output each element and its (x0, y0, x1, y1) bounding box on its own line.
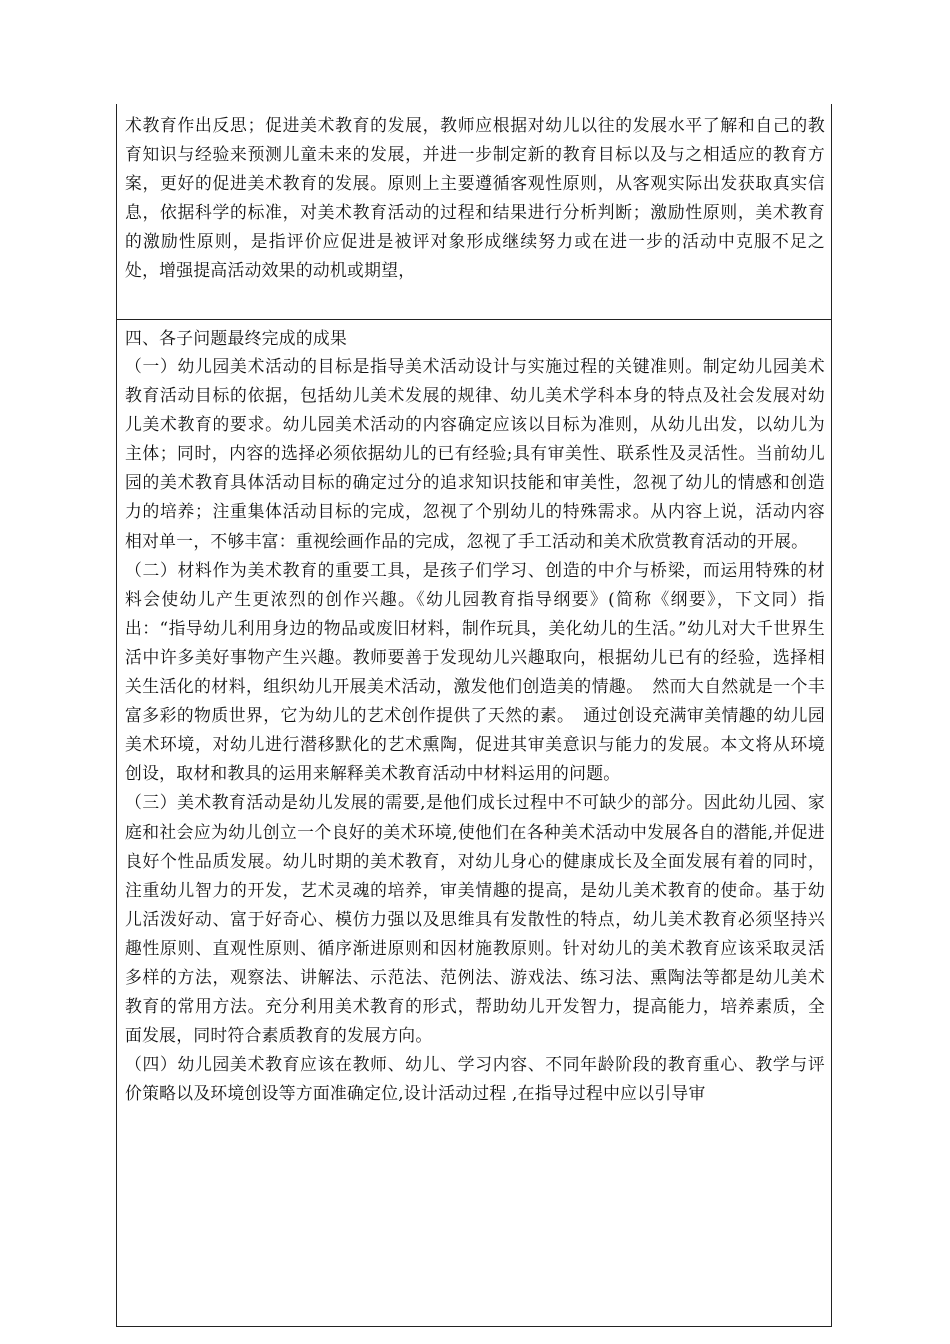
result-paragraph-3: （三）美术教育活动是幼儿发展的需要,是他们成长过程中不可缺少的部分。因此幼儿园、家庭和社会应为幼儿创立一个良好的美术环境,使他们在各种美术活动中发展各自的潜能,并促进良好个性品质发展。幼儿时期的美术教育，对幼儿身心的健康成长及全面发展有着的同时，注重幼儿智力的开发，艺术灵魂的培养，审美情趣的提高，是幼儿美术教育的使命。基于幼儿活泼好动、富于好奇心、模仿力强以及思维具有发散性的特点，幼儿美术教育必须坚持兴趣性原则、直观性原则、循序渐进原则和因材施教原则。针对幼儿的美术教育应该采取灵活多样的方法，观察法、讲解法、示范法、范例法、游戏法、练习法、熏陶法等都是幼儿美术教育的常用方法。充分利用美术教育的形式，帮助幼儿开发智力，提高能力，培养素质，全面发展，同时符合素质教育的发展方向。 (125, 792, 825, 1046)
reflection-cell (117, 104, 831, 320)
results-cell (117, 320, 831, 1327)
result-paragraph-2: （二）材料作为美术教育的重要工具，是孩子们学习、创造的中介与桥梁，而运用特殊的材料会使幼儿产生更浓烈的创作兴趣。《幼儿园教育指导纲要》(简称《纲要》，下文同）指出：“指导幼儿利用身边的物品或废旧材料，制作玩具，美化幼儿的生活。”幼儿对大千世界生活中许多美好事物产生兴趣。教师要善于发现幼儿兴趣取向，根据幼儿已有的经验，选择相关生活化的材料，组织幼儿开展美术活动，激发他们创造美的情趣。 然而大自然就是一个丰富多彩的物质世界，它为幼儿的艺术创作提供了天然的素。 通过创设充满审美情趣的幼儿园美术环境，对幼儿进行潜移默化的艺术熏陶，促进其审美意识与能力的发展。本文将从环境创设，取材和教具的运用来解释美术教育活动中材料运用的问题。 (125, 559, 825, 784)
report-table (116, 104, 832, 1327)
section-heading: 四、各子问题最终完成的成果 (125, 328, 348, 348)
result-paragraph-1: （一）幼儿园美术活动的目标是指导美术活动设计与实施过程的关键准则。制定幼儿园美术教育活动目标的依据，包括幼儿美术发展的规律、幼儿美术学科本身的特点及社会发展对幼儿美术教育的要求。幼儿园美术活动的内容确定应该以目标为准则，从幼儿出发，以幼儿为主体；同时，内容的选择必须依据幼儿的已有经验;具有审美性、联系性及灵活性。当前幼儿园的美术教育具体活动目标的确定过分的追求知识技能和审美性，忽视了幼儿的情感和创造力的培养；注重集体活动目标的完成，忽视了个别幼儿的特殊需求。从内容上说，活动内容相对单一，不够丰富：重视绘画作品的完成，忽视了手工活动和美术欣赏教育活动的开展。 (125, 356, 825, 551)
result-paragraph-4: （四）幼儿园美术教育应该在教师、幼儿、学习内容、不同年龄阶段的教育重心、教学与评价策略以及环境创设等方面准确定位,设计活动过程 ,在指导过程中应以引导审 (125, 1054, 825, 1104)
reflection-paragraph: 术教育作出反思；促进美术教育的发展，教师应根据对幼儿以往的发展水平了解和自己的教育知识与经验来预测儿童未来的发展，并进一步制定新的教育目标以及与之相适应的教育方案，更好的促进美术教育的发展。原则上主要遵循客观性原则，从客观实际出发获取真实信息，依据科学的标准，对美术教育活动的过程和结果进行分析判断；激励性原则，美术教育的激励性原则，是指评价应促进是被评对象形成继续努力或在进一步的活动中克服不足之处，增强提高活动效果的动机或期望， (125, 115, 825, 281)
